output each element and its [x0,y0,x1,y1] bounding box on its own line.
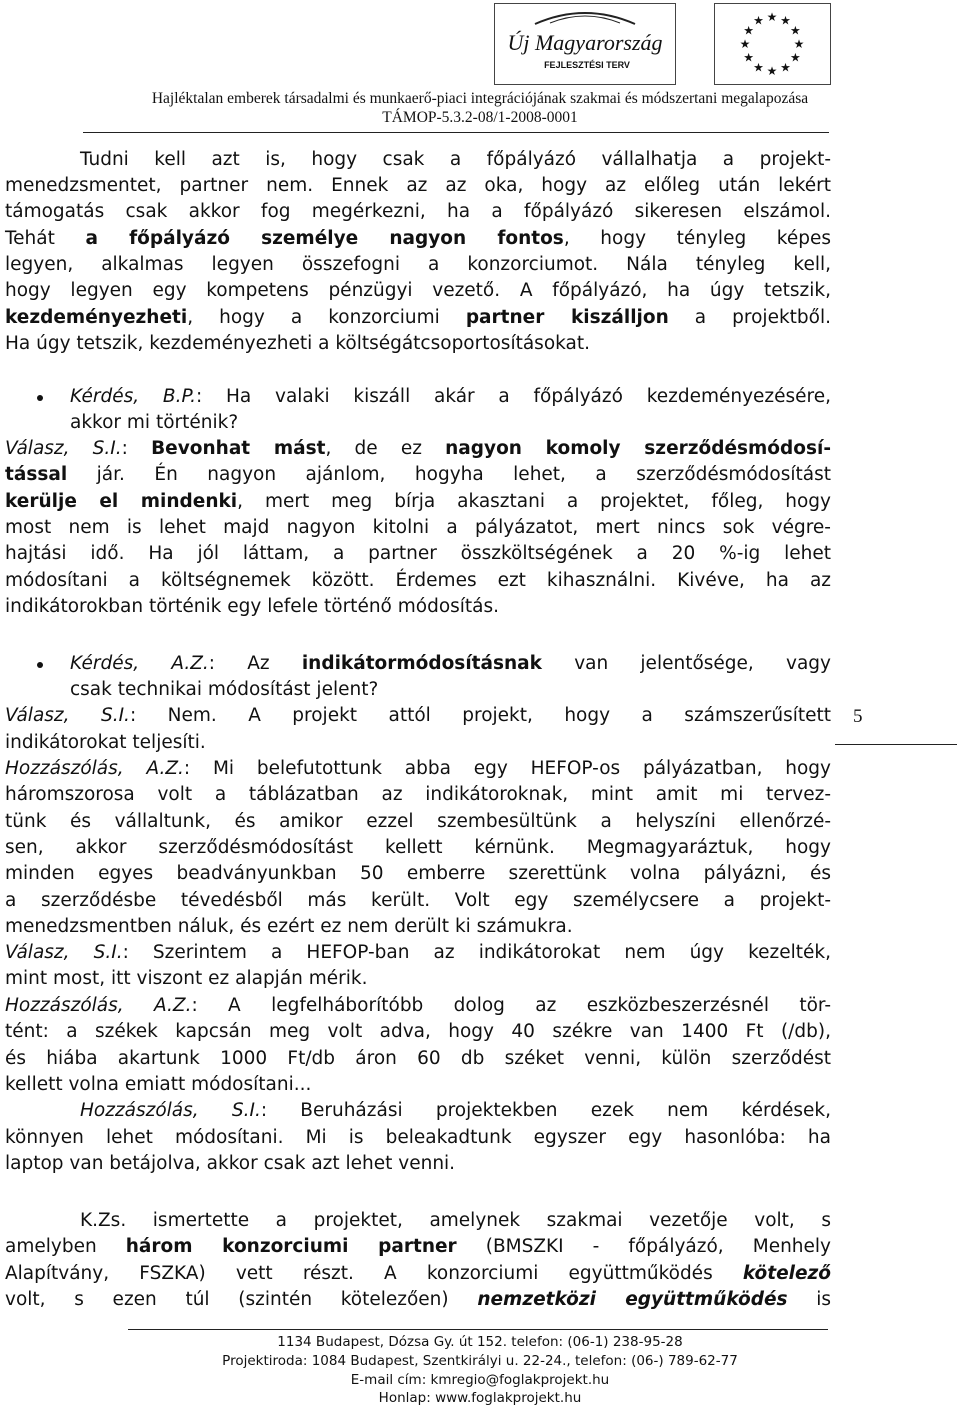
answer-line: Válasz, S.I.: Szerintem a HEFOP-ban az indikátorokat nem úgy kezelték, [5,942,831,963]
answer-line: kerülje el mindenki, mert meg bírja akasztani a projektet, főleg, hogy [5,491,831,512]
comment-line: laptop van betájolva, akkor csak azt lehet venni. [5,1153,456,1174]
bullet-icon [37,395,43,401]
text-line: hogy legyen egy kompetens pénzügyi vezető. A főpályázó, ha úgy tetszik, [5,280,831,301]
header-divider [83,132,829,133]
comment-line: minden egyes beadványunkban 50 emberre szerettünk volna pályázni, és [5,863,831,884]
logo-title: Új Magyarország [507,30,663,55]
eu-star-icon: ★ [766,64,778,78]
footer-address: 1134 Budapest, Dózsa Gy. út 152. telefon: (06-1) 238-95-28 [277,1334,683,1350]
comment-line: tünk és vállaltunk, és amikor ezzel szembesültünk a helyszíni ellenőrzé- [5,811,831,832]
answer-line: indikátorokat teljesíti. [5,732,206,753]
eu-flag-logo [714,3,831,85]
answer-line: módosítani a költségnemek között. Érdemes ezt kihasználni. Kivéve, ha az [5,570,831,591]
text-line: Ha úgy tetszik, kezdeményezheti a költségátcsoportosításokat. [5,333,590,354]
answer-line: indikátorokban történik egy lefele történő módosítás. [5,596,500,617]
text-line: Tudni kell azt is, hogy csak a főpályázó vállalhatja a projekt- [80,149,831,170]
eu-star-icon: ★ [790,50,801,65]
bullet-icon [37,662,43,668]
question-line: Kérdés, B.P.: Ha valaki kiszáll akár a főpályázó kezdeményezésére, [70,386,831,407]
question-line: csak technikai módosítást jelent? [70,679,379,700]
eu-star-icon: ★ [739,37,751,51]
eu-star-icon: ★ [753,60,764,75]
page-number: 5 [853,706,863,727]
text-line: Alapítvány, FSZKA) vett részt. A konzorciumi együttműködés kötelező [5,1263,831,1284]
eu-star-icon: ★ [743,50,754,65]
text-line: K.Zs. ismertette a projektet, amelynek szakmai vezetője volt, s [80,1210,831,1231]
comment-line: Hozzászólás, S.I.: Beruházási projektekben ezek nem kérdések, [80,1100,831,1121]
logo-subtitle: FEJLESZTÉSI TERV [544,60,630,70]
comment-line: Hozzászólás, A.Z.: A legfelháborítóbb dolog az eszközbeszerzésnél tör- [5,995,831,1016]
answer-line: hajtási idő. Ha jól láttam, a partner összköltségének a 20 %-ig lehet [5,543,831,564]
eu-star-icon: ★ [766,10,778,24]
text-line: amelyben három konzorciumi partner (BMSZKI - főpályázó, Menhely [5,1236,831,1257]
text-line: támogatás csak akkor fog megérkezni, ha a főpályázó sikeresen elszámol. [5,201,831,222]
text-line: volt, s ezen túl (szintén kötelezően) nemzetközi együttműködés is [5,1289,831,1310]
comment-line: háromszorosa volt a táblázatban az indikátoroknak, mint amit mi tervez- [5,784,831,805]
comment-line: és hiába akartunk 1000 Ft/db áron 60 db széket venni, külön szerződést [5,1048,831,1069]
eu-star-icon: ★ [793,37,805,51]
answer-line: Válasz, S.I.: Bevonhat mást, de ez nagyon komoly szerződésmódosí- [5,438,831,459]
comment-line: sen, akkor szerződésmódosítást kellett kérnünk. Megmagyaráztuk, hogy [5,837,831,858]
text-line: legyen, alkalmas legyen összefogni a konzorciumot. Nála tényleg kell, [5,254,831,275]
footer-divider [128,1329,828,1330]
eu-star-icon: ★ [753,13,764,28]
footer-website: Honlap: www.foglakprojekt.hu [378,1390,582,1406]
text-line: menedzsmentet, partner nem. Ennek az az oka, hogy az előleg után lekért [5,175,831,196]
eu-star-icon: ★ [780,13,791,28]
header-project-code: TÁMOP-5.3.2-08/1-2008-0001 [382,109,578,126]
comment-line: könnyen lehet módosítani. Mi is beleakadtunk egyszer egy hasonlóba: ha [5,1127,831,1148]
answer-line: most nem is lehet majd nagyon kitolni a pályázatot, mert nincs sok végre- [5,517,831,538]
footer-office: Projektiroda: 1084 Budapest, Szentkirályi u. 22-24., telefon: (06-) 789-62-77 [222,1353,738,1369]
comment-line: Hozzászólás, A.Z.: Mi belefutottunk abba egy HEFOP-os pályázatban, hogy [5,758,832,779]
answer-line: Válasz, S.I.: Nem. A projekt attól projekt, hogy a számszerűsített [5,705,831,726]
comment-line: a szerződésbe tévedésből más került. Volt egy személycsere a projekt- [5,890,831,911]
margin-rule [835,744,957,745]
question-line: akkor mi történik? [70,412,239,433]
header-title: Hajléktalan emberek társadalmi és munkaerő-piaci integrációjának szakmai és módszertani megalapozása [151,90,809,107]
text-line: kezdeményezheti, hogy a konzorciumi partner kiszálljon a projektből. [5,307,832,328]
comment-line: tént: a székek kapcsán meg volt adva, hogy 40 székre van 1400 Ft (/db), [5,1021,831,1042]
eu-star-icon: ★ [743,23,754,38]
uj-magyarorszag-logo [494,3,676,85]
answer-line: tással jár. Én nagyon ajánlom, hogyha lehet, a szerződésmódosítást [5,464,831,485]
eu-star-icon: ★ [790,23,801,38]
question-line: Kérdés, A.Z.: Az indikátormódosításnak van jelentősége, vagy [70,653,831,674]
comment-line: menedzsmentben náluk, és ezért ez nem derült ki számukra. [5,916,573,937]
comment-line: kellett volna emiatt módosítani... [5,1074,312,1095]
footer-email: E-mail cím: kmregio@foglakprojekt.hu [350,1372,610,1388]
eu-star-icon: ★ [780,60,791,75]
answer-line: mint most, itt viszont ez alapján mérik. [5,968,368,989]
text-line: Tehát a főpályázó személye nagyon fontos, hogy tényleg képes [5,228,831,249]
